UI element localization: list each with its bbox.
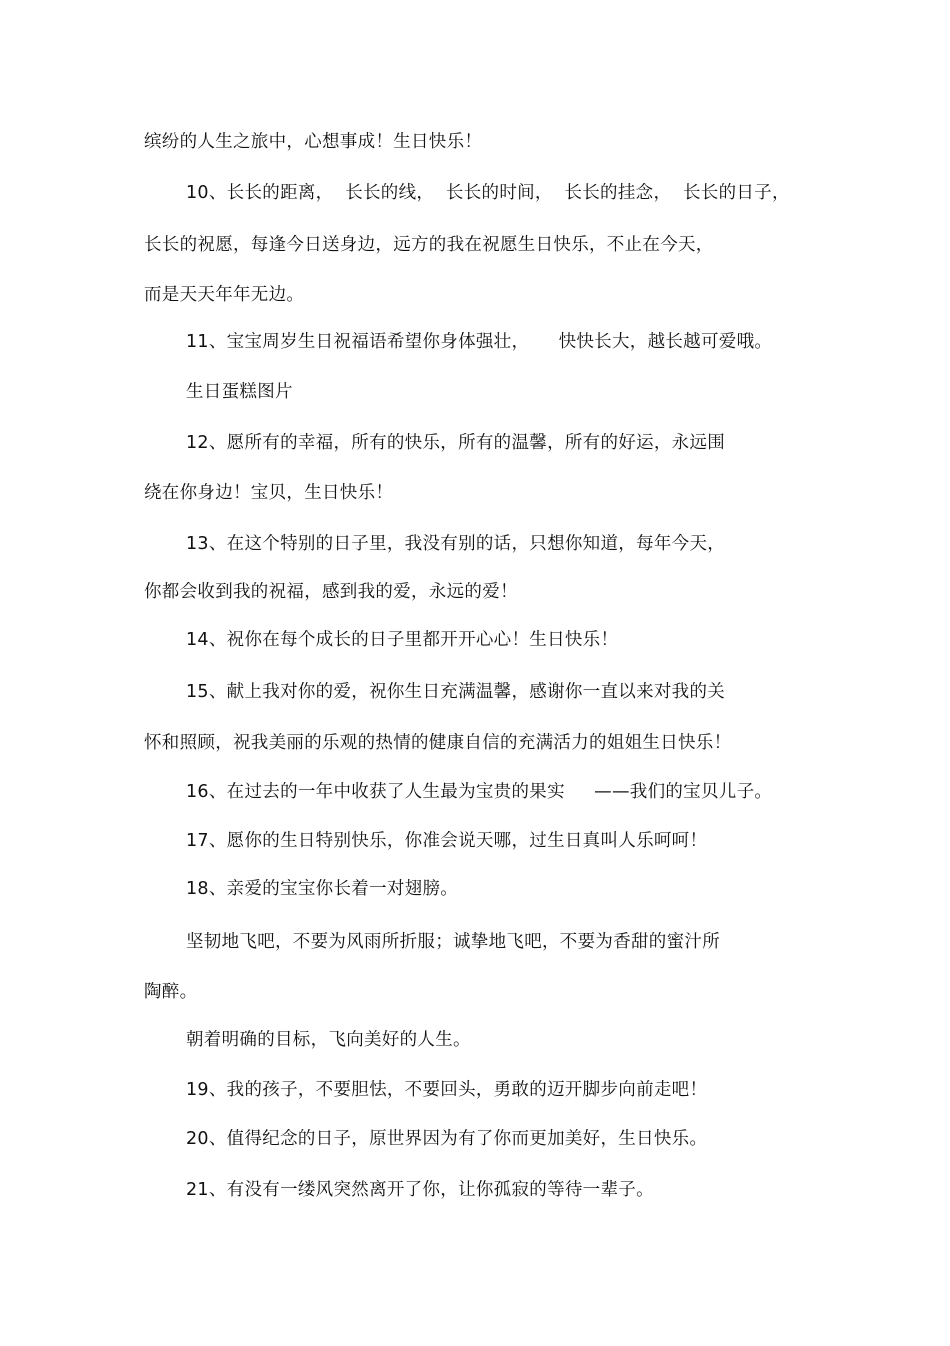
text-line: 坚韧地飞吧，不要为风雨所折服；诚挚地飞吧，不要为香甜的蜜汁所 (186, 932, 720, 952)
text-line: 21、有没有一缕风突然离开了你，让你孤寂的等待一辈子。 (186, 1180, 654, 1200)
text-line: 而是天天年年无边。 (144, 285, 305, 305)
text-line: 怀和照顾，祝我美丽的乐观的热情的健康自信的充满活力的姐姐生日快乐！ (144, 733, 732, 753)
text-line: 15、献上我对你的爱，祝你生日充满温馨，感谢你一直以来对我的关 (186, 682, 726, 702)
text-line: 生日蛋糕图片 (186, 382, 293, 402)
text-line: 19、我的孩子，不要胆怯，不要回头，勇敢的迈开脚步向前走吧！ (186, 1080, 708, 1100)
text-line: 20、值得纪念的日子，原世界因为有了你而更加美好，生日快乐。 (186, 1129, 708, 1149)
text-line: 你都会收到我的祝福，感到我的爱，永远的爱！ (144, 582, 518, 602)
text-line: 17、愿你的生日特别快乐，你准会说天哪，过生日真叫人乐呵呵！ (186, 831, 708, 851)
text-line: 12、愿所有的幸福，所有的快乐，所有的温馨，所有的好运，永远围 (186, 433, 726, 453)
text-line: 绕在你身边！宝贝，生日快乐！ (144, 483, 394, 503)
text-line: 13、在这个特别的日子里，我没有别的话，只想你知道，每年今天， (186, 534, 726, 554)
text-line: 16、在过去的一年中收获了人生最为宝贵的果实 ——我们的宝贝儿子。 (186, 782, 773, 802)
text-line: 11、宝宝周岁生日祝福语希望你身体强壮， 快快长大，越长越可爱哦。 (186, 332, 773, 352)
text-line: 18、亲爱的宝宝你长着一对翅膀。 (186, 879, 459, 899)
text-line: 长长的祝愿，每逢今日送身边，远方的我在祝愿生日快乐，不止在今天， (144, 235, 714, 255)
text-line: 10、长长的距离， 长长的线， 长长的时间， 长长的挂念， 长长的日子， (186, 183, 790, 203)
text-line: 朝着明确的目标，飞向美好的人生。 (186, 1030, 471, 1050)
text-line: 陶醉。 (144, 982, 198, 1002)
text-line: 缤纷的人生之旅中，心想事成！生日快乐！ (144, 132, 483, 152)
text-line: 14、祝你在每个成长的日子里都开开心心！生日快乐！ (186, 630, 619, 650)
